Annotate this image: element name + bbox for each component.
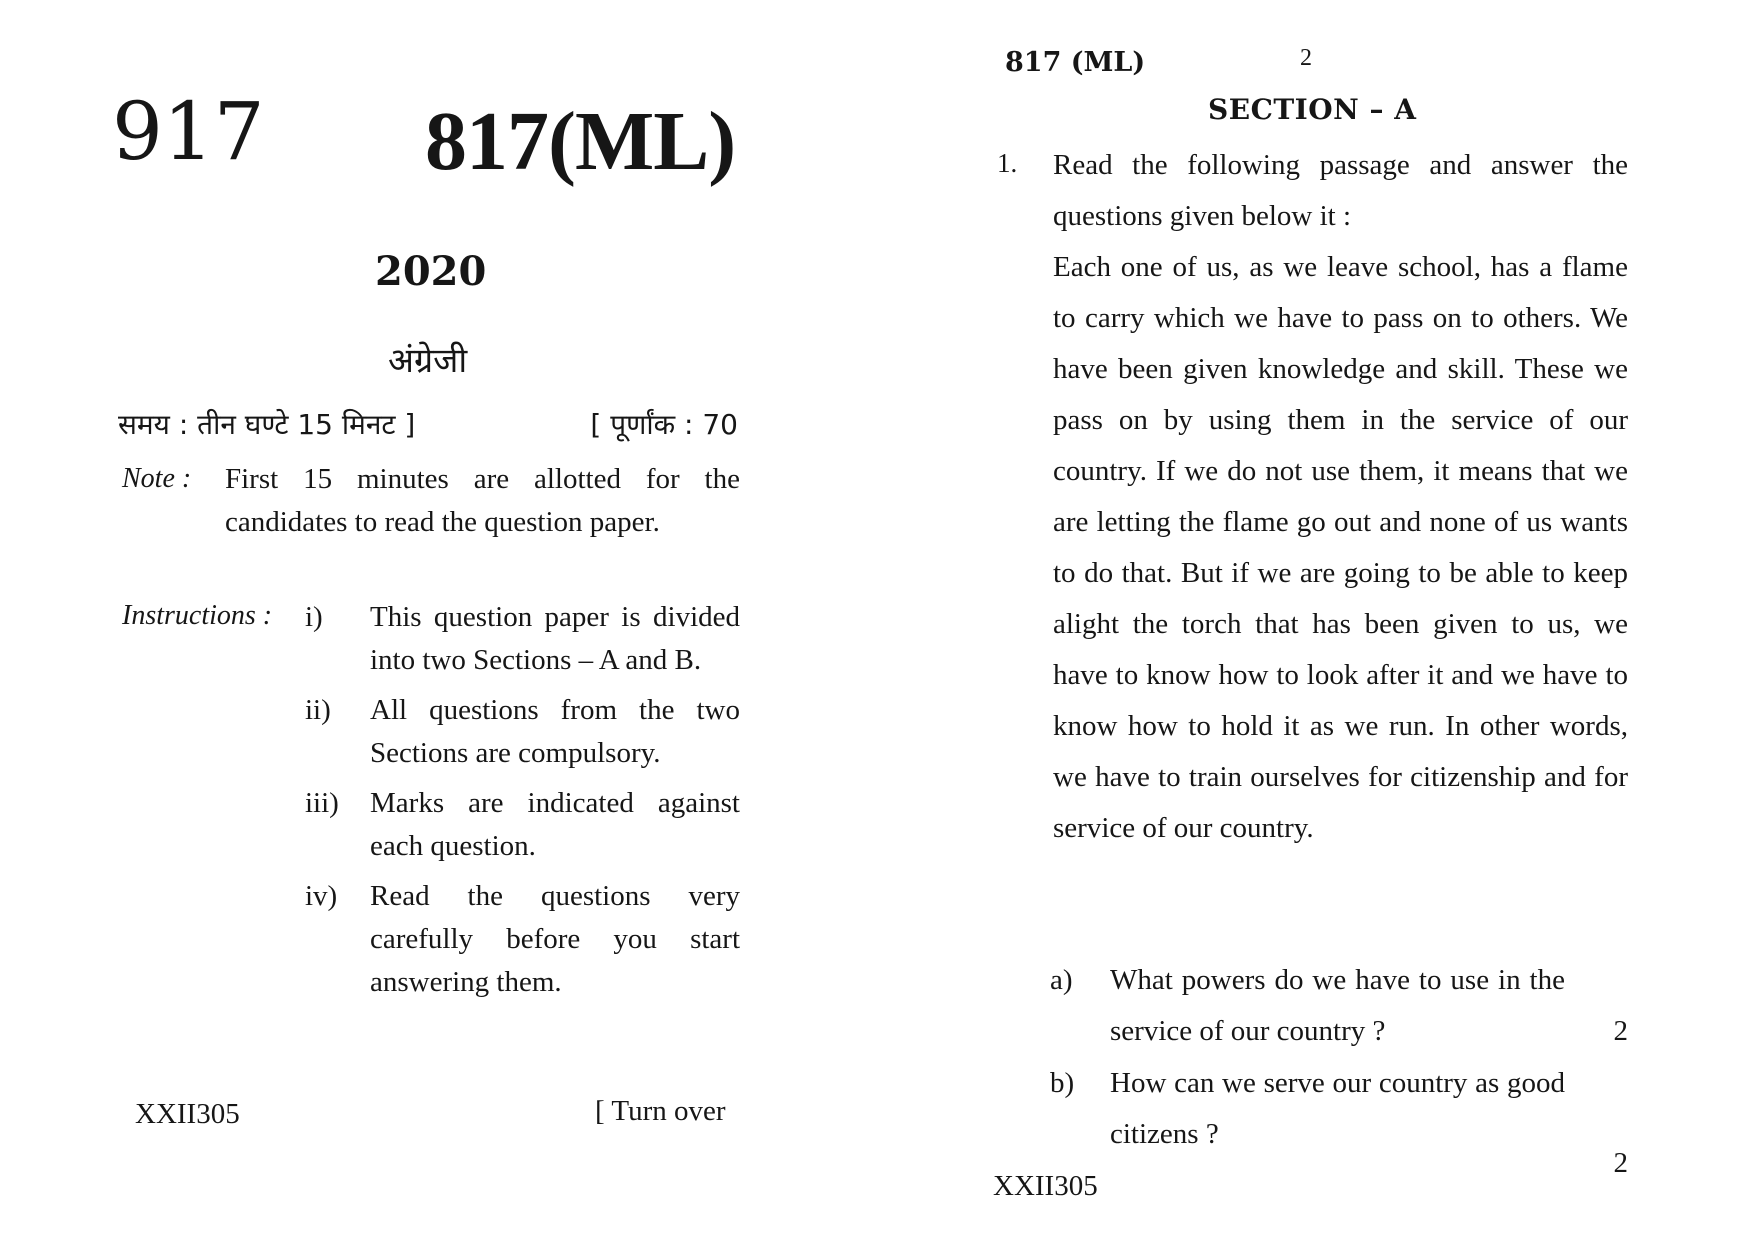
- sub-question-a: [1050, 955, 1628, 1065]
- paper-code: 917: [112, 85, 265, 178]
- page-number: 2: [1300, 45, 1312, 71]
- sub-question-text: What powers do we have to use in the service of our country ?: [1110, 964, 1565, 1047]
- exam-max-marks: [ पूर्णांक : 70: [590, 408, 738, 441]
- instruction-item: [305, 782, 740, 868]
- instruction-text: Marks are indicated against each question.: [370, 787, 740, 862]
- instructions-label: Instructions :: [122, 600, 273, 631]
- instruction-text: Read the questions very carefully before you start answering them.: [370, 880, 740, 998]
- sub-question-b: [1050, 1058, 1628, 1179]
- instruction-item: [305, 875, 740, 1004]
- instructions-list: [305, 596, 740, 1011]
- question-body: [1053, 140, 1628, 854]
- instruction-number: i): [305, 601, 323, 633]
- running-head: 817 (ML): [1005, 47, 1146, 78]
- instruction-text: This question paper is divided into two Sections – A and B.: [370, 601, 740, 676]
- question-passage: Each one of us, as we leave school, has a flame to carry which we have to pass on to others. We have been given knowledge and skill. These we pass on by using them in the service of our country. If we do not use them, it means that we are letting the flame go out and none of us wants to do that. But if we are going to be able to keep alight the torch that has been given to us, we have to know how to look after it and we have to know how to hold it as we run. In other words, we have to train ourselves for citizenship and for service of our country.: [1053, 251, 1628, 844]
- footer-code: XXII305: [993, 1170, 1098, 1202]
- instruction-number: ii): [305, 694, 331, 726]
- note-label: Note :: [122, 463, 192, 494]
- instruction-item: [305, 596, 740, 682]
- footer-code: XXII305: [135, 1098, 240, 1130]
- sub-question-letter: b): [1050, 1067, 1075, 1099]
- sub-question-marks: 2: [1613, 1015, 1628, 1047]
- question-number: 1.: [997, 148, 1018, 178]
- instruction-number: iii): [305, 787, 339, 819]
- instruction-item: [305, 689, 740, 775]
- turn-over-label: [ Turn over: [595, 1095, 726, 1127]
- sub-question-text: How can we serve our country as good citizens ?: [1110, 1067, 1565, 1150]
- note-text: First 15 minutes are allotted for the candidates to read the question paper.: [225, 463, 740, 538]
- paper-subject: अंग्रेजी: [388, 341, 468, 381]
- paper-title: 817(ML): [425, 95, 736, 188]
- exam-time: समय : तीन घण्टे 15 मिनट ]: [118, 408, 416, 441]
- instruction-text: All questions from the two Sections are compulsory.: [370, 694, 740, 769]
- question-instruction: Read the following passage and answer the questions given below it :: [1053, 149, 1628, 232]
- paper-year: 2020: [375, 248, 487, 295]
- sub-question-marks: 2: [1613, 1147, 1628, 1179]
- sub-question-letter: a): [1050, 964, 1073, 996]
- instruction-number: iv): [305, 880, 338, 912]
- section-title: SECTION – A: [1208, 93, 1417, 126]
